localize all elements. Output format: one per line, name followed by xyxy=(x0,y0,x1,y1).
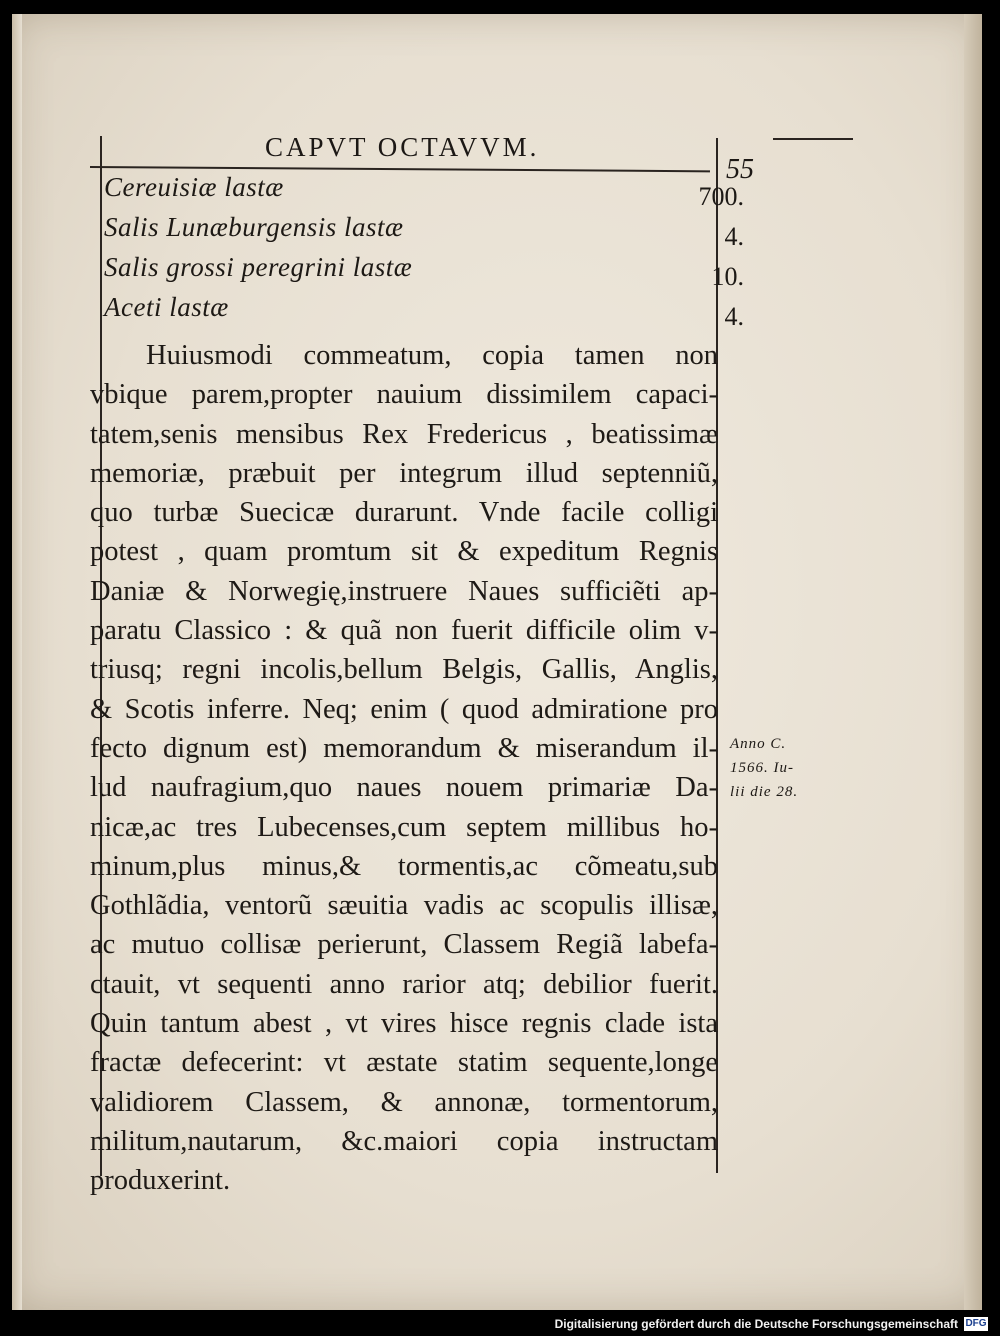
page-gutter xyxy=(12,14,22,1310)
running-head: CAPVT OCTAVVM. xyxy=(265,132,540,162)
funding-credit: Digitalisierung gefördert durch die Deutsche Forschungsgemeinschaft xyxy=(554,1317,958,1331)
body-line: validiorem Classem, & annonæ, tormentorum, xyxy=(90,1086,718,1118)
tally-value: 700. xyxy=(698,182,744,211)
tally-row xyxy=(104,252,744,292)
body-line: fractæ defecerint: vt æstate statim sequente,longe xyxy=(90,1047,718,1079)
footer-bar xyxy=(0,1310,1000,1336)
body-line: Quin tantum abest , vt vires hisce regnis clade ista xyxy=(90,1008,718,1040)
tally-row xyxy=(104,172,744,212)
tally-value: 4. xyxy=(724,302,744,331)
page-fore-edge xyxy=(964,14,982,1310)
tally-label: Salis grossi peregrini lastæ xyxy=(104,252,413,282)
body-line: tatem,senis mensibus Rex Fredericus , beatissimæ xyxy=(90,418,718,450)
text-frame xyxy=(90,114,762,1197)
tally-row xyxy=(104,212,744,252)
body-line: triusq; regni incolis,bellum Belgis, Gallis, Anglis, xyxy=(90,654,718,686)
body-paragraph xyxy=(90,336,718,1201)
provisions-tally xyxy=(104,172,744,332)
body-line: produxerint. xyxy=(90,1165,231,1197)
marginal-note-line: lii die 28. xyxy=(730,784,799,800)
body-line: Huiusmodi commeatum, copia tamen non xyxy=(146,340,718,371)
body-line: militum,nautarum, &c.maiori copia instructam xyxy=(90,1125,718,1157)
page-number: 55 xyxy=(726,154,754,185)
tally-label: Salis Lunæburgensis lastæ xyxy=(104,212,404,242)
book-page xyxy=(12,14,982,1310)
body-line: paratu Classico : & quã non fuerit difficile olim v- xyxy=(90,615,718,647)
body-line: fecto dignum est) memorandum & miserandum il- xyxy=(90,732,718,764)
dfg-logo: DFG xyxy=(965,1318,987,1329)
body-line: potest , quam promtum sit & expeditum Regnis xyxy=(90,536,718,568)
body-line: ctauit, vt sequenti anno rarior atq; debilior fuerit. xyxy=(90,968,718,1000)
tally-label: Aceti lastæ xyxy=(104,292,229,322)
tally-label: Cereuisiæ lastæ xyxy=(104,172,284,202)
body-line: & Scotis inferre. Neq; enim ( quod admiratione pro xyxy=(90,693,718,725)
tally-row xyxy=(104,292,744,332)
marginal-note xyxy=(730,732,830,804)
body-line: minum,plus minus,& tormentis,ac cõmeatu,sub xyxy=(90,850,718,882)
body-line: Gothlãdia, ventorũ sæuitia vadis ac scopulis illisæ, xyxy=(90,890,718,922)
body-line: memoriæ, præbuit per integrum illud septenniũ, xyxy=(90,457,718,489)
header-rule-right xyxy=(773,138,853,140)
body-line: nicæ,ac tres Lubecenses,cum septem millibus ho- xyxy=(90,811,718,843)
body-line: Daniæ & Norwegię,instruere Naues sufficiẽti ap- xyxy=(90,575,718,607)
body-line: quo turbæ Suecicæ durarunt. Vnde facile colligi xyxy=(90,497,718,529)
body-line: ac mutuo collisæ perierunt, Classem Regiã labefa- xyxy=(90,929,718,961)
tally-value: 10. xyxy=(711,262,744,291)
marginal-note-line: Anno C. xyxy=(730,736,787,752)
body-line: lud naufragium,quo naues nouem primariæ Da- xyxy=(90,772,718,804)
marginal-note-line: 1566. Iu- xyxy=(730,760,794,776)
tally-value: 4. xyxy=(724,222,744,251)
body-line: vbique parem,propter nauium dissimilem capaci- xyxy=(90,379,718,411)
